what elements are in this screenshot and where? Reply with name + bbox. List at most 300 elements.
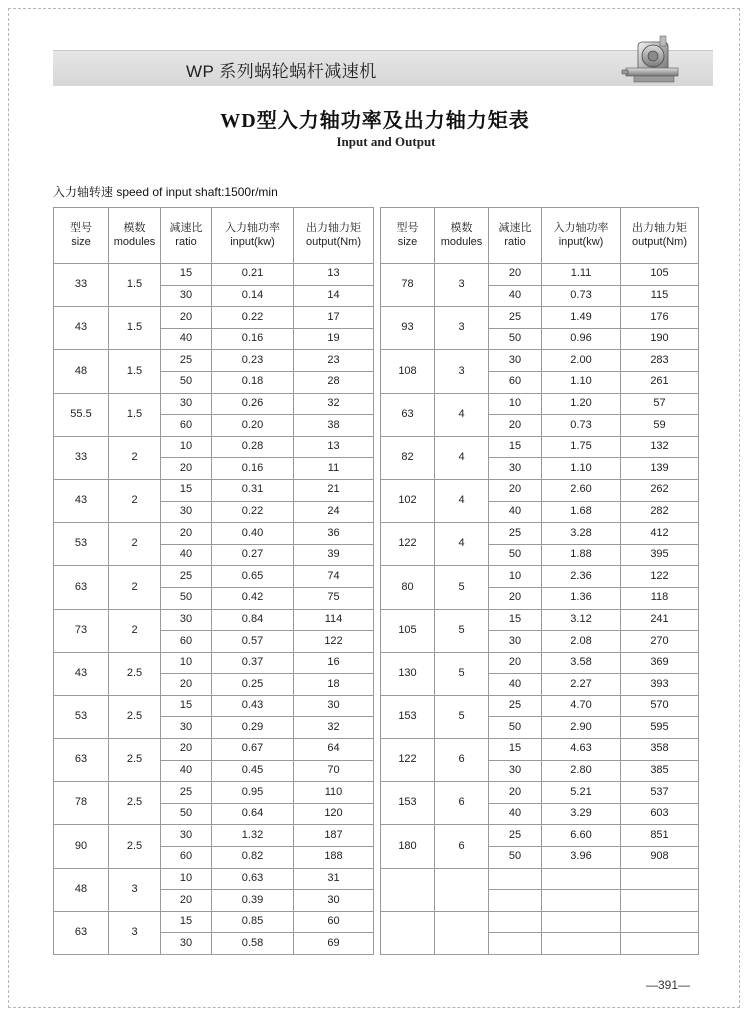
table-header-row bbox=[381, 208, 699, 264]
output-nm-cell: 105 bbox=[621, 264, 699, 286]
ratio-cell: 20 bbox=[489, 479, 542, 501]
input-kw-cell: 1.75 bbox=[542, 436, 621, 458]
input-kw-cell: 2.27 bbox=[542, 674, 621, 696]
table-row bbox=[54, 652, 374, 674]
output-nm-cell: 64 bbox=[294, 739, 374, 761]
ratio-cell: 20 bbox=[489, 652, 542, 674]
output-nm-cell: 115 bbox=[621, 285, 699, 307]
modules-cell: 4 bbox=[435, 523, 489, 566]
size-cell: 53 bbox=[54, 523, 109, 566]
ratio-cell: 15 bbox=[489, 739, 542, 761]
output-nm-cell: 395 bbox=[621, 544, 699, 566]
modules-cell: 4 bbox=[435, 436, 489, 479]
modules-cell: 1.5 bbox=[109, 350, 161, 393]
ratio-cell: 50 bbox=[161, 587, 212, 609]
output-nm-cell: 13 bbox=[294, 264, 374, 286]
col-header-en: modules bbox=[113, 235, 156, 248]
output-nm-cell bbox=[621, 911, 699, 933]
output-nm-cell: 270 bbox=[621, 631, 699, 653]
output-nm-cell: 59 bbox=[621, 415, 699, 437]
output-nm-cell: 412 bbox=[621, 523, 699, 545]
output-nm-cell: 114 bbox=[294, 609, 374, 631]
output-nm-cell: 188 bbox=[294, 847, 374, 869]
input-kw-cell: 1.49 bbox=[542, 307, 621, 329]
modules-cell: 3 bbox=[435, 264, 489, 307]
table-row bbox=[54, 825, 374, 847]
modules-cell: 2.5 bbox=[109, 652, 161, 695]
table-row bbox=[381, 782, 699, 804]
input-kw-cell: 1.32 bbox=[212, 825, 294, 847]
input-kw-cell: 0.23 bbox=[212, 350, 294, 372]
ratio-cell bbox=[489, 868, 542, 890]
modules-cell: 3 bbox=[435, 307, 489, 350]
table-row bbox=[381, 566, 699, 588]
size-cell: 93 bbox=[381, 307, 435, 350]
modules-cell: 2 bbox=[109, 523, 161, 566]
modules-cell: 2.5 bbox=[109, 782, 161, 825]
size-cell: 108 bbox=[381, 350, 435, 393]
output-nm-cell: 23 bbox=[294, 350, 374, 372]
col-header-cn: 入力轴功率 bbox=[553, 221, 609, 234]
output-nm-cell: 603 bbox=[621, 803, 699, 825]
table-header-row bbox=[54, 208, 374, 264]
ratio-cell: 10 bbox=[161, 652, 212, 674]
input-kw-cell: 1.20 bbox=[542, 393, 621, 415]
size-cell: 63 bbox=[381, 393, 435, 436]
modules-cell: 1.5 bbox=[109, 307, 161, 350]
col-header-modules bbox=[435, 208, 489, 264]
table-row bbox=[54, 695, 374, 717]
size-cell: 53 bbox=[54, 695, 109, 738]
ratio-cell: 20 bbox=[161, 307, 212, 329]
table-row bbox=[381, 479, 699, 501]
output-nm-cell: 176 bbox=[621, 307, 699, 329]
input-kw-cell: 0.22 bbox=[212, 501, 294, 523]
input-kw-cell: 2.08 bbox=[542, 631, 621, 653]
output-nm-cell: 851 bbox=[621, 825, 699, 847]
ratio-cell: 50 bbox=[489, 717, 542, 739]
input-kw-cell: 0.16 bbox=[212, 458, 294, 480]
input-kw-cell: 2.90 bbox=[542, 717, 621, 739]
modules-cell: 1.5 bbox=[109, 393, 161, 436]
input-kw-cell: 0.95 bbox=[212, 782, 294, 804]
input-kw-cell: 0.28 bbox=[212, 436, 294, 458]
input-kw-cell: 0.85 bbox=[212, 911, 294, 933]
col-header-cn: 出力轴力矩 bbox=[306, 221, 361, 234]
output-nm-cell: 57 bbox=[621, 393, 699, 415]
input-kw-cell: 0.20 bbox=[212, 415, 294, 437]
output-nm-cell: 595 bbox=[621, 717, 699, 739]
ratio-cell bbox=[489, 890, 542, 912]
input-kw-cell: 1.10 bbox=[542, 371, 621, 393]
col-header-cn: 模数 bbox=[123, 221, 146, 234]
input-kw-cell: 1.10 bbox=[542, 458, 621, 480]
input-kw-cell: 0.64 bbox=[212, 803, 294, 825]
output-nm-cell: 30 bbox=[294, 695, 374, 717]
modules-cell: 1.5 bbox=[109, 264, 161, 307]
col-header-en: input(kw) bbox=[230, 235, 275, 248]
output-nm-cell: 24 bbox=[294, 501, 374, 523]
col-header-en: input(kw) bbox=[558, 235, 604, 248]
ratio-cell: 30 bbox=[161, 825, 212, 847]
col-header-output bbox=[621, 208, 699, 264]
input-kw-cell: 3.58 bbox=[542, 652, 621, 674]
size-cell: 63 bbox=[54, 566, 109, 609]
input-kw-cell bbox=[542, 868, 621, 890]
table-row bbox=[381, 868, 699, 890]
ratio-cell: 10 bbox=[161, 436, 212, 458]
modules-cell: 2.5 bbox=[109, 825, 161, 868]
ratio-cell: 25 bbox=[161, 782, 212, 804]
ratio-cell: 10 bbox=[489, 566, 542, 588]
input-kw-cell: 0.96 bbox=[542, 328, 621, 350]
modules-cell: 6 bbox=[435, 825, 489, 868]
modules-cell: 5 bbox=[435, 695, 489, 738]
output-nm-cell: 118 bbox=[621, 587, 699, 609]
input-kw-cell: 0.73 bbox=[542, 415, 621, 437]
ratio-cell: 20 bbox=[161, 674, 212, 696]
table-row bbox=[54, 307, 374, 329]
col-header-ratio bbox=[161, 208, 212, 264]
ratio-cell: 15 bbox=[161, 695, 212, 717]
output-nm-cell: 282 bbox=[621, 501, 699, 523]
modules-cell: 2.5 bbox=[109, 739, 161, 782]
ratio-cell: 25 bbox=[489, 307, 542, 329]
col-header-size bbox=[381, 208, 435, 264]
table-row bbox=[381, 609, 699, 631]
ratio-cell: 40 bbox=[489, 674, 542, 696]
ratio-cell: 30 bbox=[161, 933, 212, 955]
output-nm-cell: 385 bbox=[621, 760, 699, 782]
size-cell: 55.5 bbox=[54, 393, 109, 436]
output-nm-cell: 21 bbox=[294, 479, 374, 501]
size-cell: 78 bbox=[381, 264, 435, 307]
col-header-cn: 模数 bbox=[450, 221, 473, 234]
col-header-cn: 型号 bbox=[396, 221, 419, 234]
ratio-cell: 30 bbox=[489, 458, 542, 480]
table-row bbox=[381, 393, 699, 415]
output-nm-cell: 16 bbox=[294, 652, 374, 674]
input-kw-cell: 3.96 bbox=[542, 847, 621, 869]
input-kw-cell: 0.22 bbox=[212, 307, 294, 329]
ratio-cell: 15 bbox=[161, 911, 212, 933]
col-header-output bbox=[294, 208, 374, 264]
table-row bbox=[54, 350, 374, 372]
size-cell: 105 bbox=[381, 609, 435, 652]
output-nm-cell bbox=[621, 890, 699, 912]
col-header-modules bbox=[109, 208, 161, 264]
ratio-cell bbox=[489, 933, 542, 955]
input-kw-cell: 1.36 bbox=[542, 587, 621, 609]
table-row bbox=[381, 264, 699, 286]
size-cell: 130 bbox=[381, 652, 435, 695]
input-kw-cell: 0.82 bbox=[212, 847, 294, 869]
col-header-en: modules bbox=[440, 235, 483, 248]
modules-cell: 3 bbox=[109, 911, 161, 954]
ratio-cell: 50 bbox=[489, 847, 542, 869]
output-nm-cell: 122 bbox=[621, 566, 699, 588]
spec-table-right bbox=[380, 207, 699, 955]
ratio-cell bbox=[489, 911, 542, 933]
col-header-input bbox=[542, 208, 621, 264]
output-nm-cell: 262 bbox=[621, 479, 699, 501]
input-kw-cell: 0.63 bbox=[212, 868, 294, 890]
output-nm-cell: 358 bbox=[621, 739, 699, 761]
table-row bbox=[381, 695, 699, 717]
output-nm-cell: 190 bbox=[621, 328, 699, 350]
input-kw-cell: 0.65 bbox=[212, 566, 294, 588]
input-kw-cell: 0.16 bbox=[212, 328, 294, 350]
size-cell: 43 bbox=[54, 479, 109, 522]
ratio-cell: 20 bbox=[489, 587, 542, 609]
size-cell: 102 bbox=[381, 479, 435, 522]
output-nm-cell: 283 bbox=[621, 350, 699, 372]
output-nm-cell: 120 bbox=[294, 803, 374, 825]
col-header-en: ratio bbox=[504, 235, 526, 248]
ratio-cell: 40 bbox=[489, 803, 542, 825]
output-nm-cell: 14 bbox=[294, 285, 374, 307]
table-row bbox=[54, 523, 374, 545]
modules-cell: 5 bbox=[435, 609, 489, 652]
size-cell: 48 bbox=[54, 868, 109, 911]
input-kw-cell: 0.84 bbox=[212, 609, 294, 631]
input-kw-cell bbox=[542, 890, 621, 912]
table-row bbox=[54, 911, 374, 933]
size-cell: 63 bbox=[54, 911, 109, 954]
ratio-cell: 30 bbox=[161, 609, 212, 631]
size-cell bbox=[381, 868, 435, 911]
size-cell: 43 bbox=[54, 652, 109, 695]
ratio-cell: 30 bbox=[161, 501, 212, 523]
output-nm-cell: 36 bbox=[294, 523, 374, 545]
output-nm-cell: 69 bbox=[294, 933, 374, 955]
modules-cell: 5 bbox=[435, 652, 489, 695]
input-kw-cell: 0.43 bbox=[212, 695, 294, 717]
header-band bbox=[53, 50, 713, 86]
input-kw-cell: 1.88 bbox=[542, 544, 621, 566]
input-kw-cell: 0.73 bbox=[542, 285, 621, 307]
output-nm-cell: 908 bbox=[621, 847, 699, 869]
col-header-cn: 入力轴功率 bbox=[225, 221, 280, 234]
size-cell: 80 bbox=[381, 566, 435, 609]
table-row bbox=[54, 566, 374, 588]
table-row bbox=[381, 739, 699, 761]
input-kw-cell: 0.14 bbox=[212, 285, 294, 307]
output-nm-cell: 369 bbox=[621, 652, 699, 674]
ratio-cell: 15 bbox=[489, 609, 542, 631]
size-cell: 153 bbox=[381, 782, 435, 825]
input-kw-cell: 0.29 bbox=[212, 717, 294, 739]
ratio-cell: 15 bbox=[161, 264, 212, 286]
size-cell: 122 bbox=[381, 523, 435, 566]
input-kw-cell: 0.42 bbox=[212, 587, 294, 609]
ratio-cell: 60 bbox=[161, 631, 212, 653]
input-kw-cell: 2.36 bbox=[542, 566, 621, 588]
output-nm-cell: 17 bbox=[294, 307, 374, 329]
col-header-cn: 减速比 bbox=[169, 221, 203, 234]
ratio-cell: 25 bbox=[489, 695, 542, 717]
input-speed-note: 入力轴转速 speed of input shaft:1500r/min bbox=[53, 185, 278, 199]
table-row bbox=[54, 264, 374, 286]
table-row bbox=[54, 868, 374, 890]
ratio-cell: 10 bbox=[161, 868, 212, 890]
input-kw-cell: 0.57 bbox=[212, 631, 294, 653]
table-row bbox=[381, 350, 699, 372]
input-kw-cell: 6.60 bbox=[542, 825, 621, 847]
input-kw-cell: 0.45 bbox=[212, 760, 294, 782]
input-kw-cell: 3.12 bbox=[542, 609, 621, 631]
input-kw-cell: 1.11 bbox=[542, 264, 621, 286]
size-cell: 73 bbox=[54, 609, 109, 652]
size-cell: 82 bbox=[381, 436, 435, 479]
ratio-cell: 60 bbox=[161, 415, 212, 437]
page-title: WD型入力轴功率及出力轴力矩表 bbox=[220, 110, 530, 132]
output-nm-cell: 122 bbox=[294, 631, 374, 653]
modules-cell: 4 bbox=[435, 479, 489, 522]
output-nm-cell bbox=[621, 868, 699, 890]
size-cell: 122 bbox=[381, 739, 435, 782]
modules-cell bbox=[435, 911, 489, 954]
output-nm-cell: 241 bbox=[621, 609, 699, 631]
output-nm-cell: 60 bbox=[294, 911, 374, 933]
col-header-cn: 型号 bbox=[70, 221, 92, 234]
ratio-cell: 20 bbox=[489, 782, 542, 804]
col-header-en: size bbox=[397, 235, 418, 248]
output-nm-cell: 28 bbox=[294, 371, 374, 393]
modules-cell: 3 bbox=[435, 350, 489, 393]
table-row bbox=[381, 652, 699, 674]
size-cell: 33 bbox=[54, 264, 109, 307]
modules-cell: 2.5 bbox=[109, 695, 161, 738]
ratio-cell: 20 bbox=[489, 415, 542, 437]
input-kw-cell bbox=[542, 911, 621, 933]
ratio-cell: 30 bbox=[489, 631, 542, 653]
input-kw-cell: 1.68 bbox=[542, 501, 621, 523]
ratio-cell: 25 bbox=[161, 350, 212, 372]
output-nm-cell: 18 bbox=[294, 674, 374, 696]
col-header-ratio bbox=[489, 208, 542, 264]
ratio-cell: 25 bbox=[161, 566, 212, 588]
size-cell: 43 bbox=[54, 307, 109, 350]
input-kw-cell: 0.58 bbox=[212, 933, 294, 955]
input-kw-cell: 2.60 bbox=[542, 479, 621, 501]
output-nm-cell: 537 bbox=[621, 782, 699, 804]
output-nm-cell bbox=[621, 933, 699, 955]
output-nm-cell: 74 bbox=[294, 566, 374, 588]
ratio-cell: 30 bbox=[161, 393, 212, 415]
table-row bbox=[54, 479, 374, 501]
input-kw-cell: 0.27 bbox=[212, 544, 294, 566]
input-kw-cell: 0.21 bbox=[212, 264, 294, 286]
ratio-cell: 50 bbox=[489, 328, 542, 350]
size-cell: 180 bbox=[381, 825, 435, 868]
output-nm-cell: 570 bbox=[621, 695, 699, 717]
modules-cell: 4 bbox=[435, 393, 489, 436]
input-kw-cell: 4.70 bbox=[542, 695, 621, 717]
ratio-cell: 15 bbox=[161, 479, 212, 501]
input-kw-cell: 0.40 bbox=[212, 523, 294, 545]
col-header-cn: 减速比 bbox=[498, 221, 532, 234]
ratio-cell: 60 bbox=[489, 371, 542, 393]
size-cell: 33 bbox=[54, 436, 109, 479]
input-kw-cell: 3.28 bbox=[542, 523, 621, 545]
output-nm-cell: 261 bbox=[621, 371, 699, 393]
col-header-en: output(Nm) bbox=[631, 235, 688, 248]
size-cell bbox=[381, 911, 435, 954]
input-kw-cell: 0.18 bbox=[212, 371, 294, 393]
ratio-cell: 40 bbox=[161, 328, 212, 350]
modules-cell: 6 bbox=[435, 782, 489, 825]
ratio-cell: 20 bbox=[489, 264, 542, 286]
table-row bbox=[381, 307, 699, 329]
input-kw-cell: 0.26 bbox=[212, 393, 294, 415]
table-row bbox=[381, 436, 699, 458]
ratio-cell: 15 bbox=[489, 436, 542, 458]
ratio-cell: 50 bbox=[161, 371, 212, 393]
input-kw-cell: 3.29 bbox=[542, 803, 621, 825]
table-row bbox=[54, 609, 374, 631]
modules-cell: 3 bbox=[109, 868, 161, 911]
modules-cell: 5 bbox=[435, 566, 489, 609]
table-row bbox=[54, 436, 374, 458]
input-kw-cell: 0.67 bbox=[212, 739, 294, 761]
modules-cell: 2 bbox=[109, 479, 161, 522]
output-nm-cell: 31 bbox=[294, 868, 374, 890]
input-kw-cell bbox=[542, 933, 621, 955]
col-header-en: ratio bbox=[175, 235, 197, 248]
ratio-cell: 20 bbox=[161, 523, 212, 545]
input-kw-cell: 0.25 bbox=[212, 674, 294, 696]
output-nm-cell: 187 bbox=[294, 825, 374, 847]
table-row bbox=[381, 825, 699, 847]
output-nm-cell: 139 bbox=[621, 458, 699, 480]
output-nm-cell: 393 bbox=[621, 674, 699, 696]
spec-table-left bbox=[53, 207, 374, 955]
ratio-cell: 25 bbox=[489, 523, 542, 545]
col-header-input bbox=[212, 208, 294, 264]
ratio-cell: 40 bbox=[489, 501, 542, 523]
output-nm-cell: 32 bbox=[294, 717, 374, 739]
ratio-cell: 30 bbox=[489, 350, 542, 372]
modules-cell: 6 bbox=[435, 739, 489, 782]
modules-cell bbox=[435, 868, 489, 911]
table-row bbox=[54, 393, 374, 415]
input-kw-cell: 5.21 bbox=[542, 782, 621, 804]
ratio-cell: 50 bbox=[489, 544, 542, 566]
input-kw-cell: 2.80 bbox=[542, 760, 621, 782]
table-row bbox=[54, 782, 374, 804]
input-kw-cell: 4.63 bbox=[542, 739, 621, 761]
output-nm-cell: 38 bbox=[294, 415, 374, 437]
col-header-cn: 出力轴力矩 bbox=[632, 221, 687, 234]
modules-cell: 2 bbox=[109, 436, 161, 479]
input-kw-cell: 0.31 bbox=[212, 479, 294, 501]
size-cell: 153 bbox=[381, 695, 435, 738]
output-nm-cell: 75 bbox=[294, 587, 374, 609]
col-header-en: size bbox=[71, 235, 91, 248]
ratio-cell: 40 bbox=[161, 760, 212, 782]
output-nm-cell: 110 bbox=[294, 782, 374, 804]
output-nm-cell: 32 bbox=[294, 393, 374, 415]
output-nm-cell: 11 bbox=[294, 458, 374, 480]
page-number: —391— bbox=[646, 978, 691, 992]
header-title: WP 系列蜗轮蜗杆减速机 bbox=[186, 62, 377, 81]
ratio-cell: 50 bbox=[161, 803, 212, 825]
size-cell: 48 bbox=[54, 350, 109, 393]
ratio-cell: 20 bbox=[161, 890, 212, 912]
table-row bbox=[381, 911, 699, 933]
ratio-cell: 30 bbox=[489, 760, 542, 782]
